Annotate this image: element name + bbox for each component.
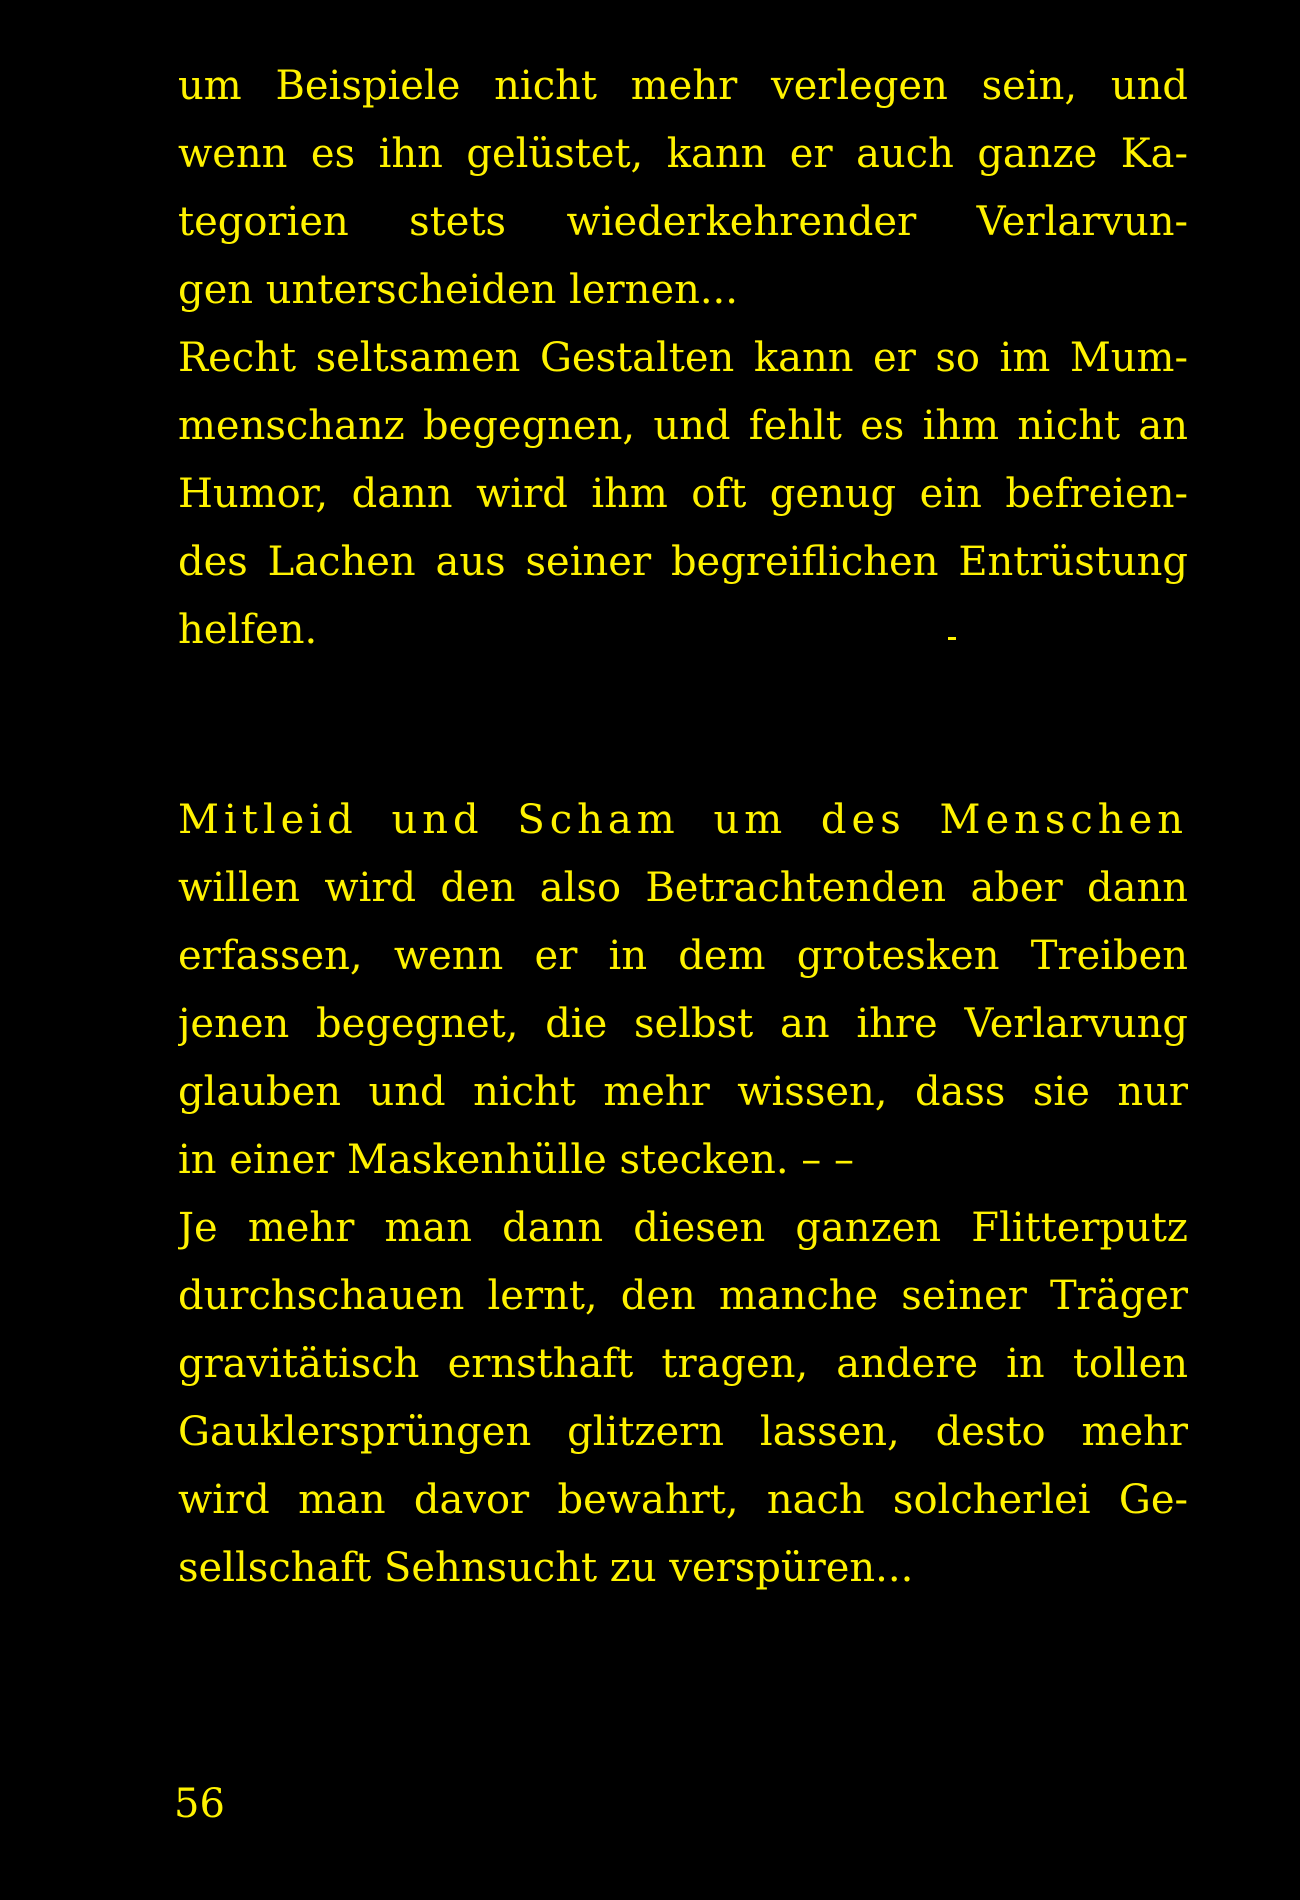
text-line: willen wird den also Betrachtenden aber dann [178, 865, 1188, 911]
text-line: des Lachen aus seiner begreiflichen Entrüstung [178, 539, 1188, 585]
text-line: erfassen, wenn er in dem grotesken Treiben [178, 933, 1188, 979]
text-line: gravitätisch ernsthaft tragen, andere in tollen [178, 1341, 1188, 1387]
stray-mark [948, 637, 956, 640]
page-number: 56 [174, 1781, 225, 1827]
text-line: sellschaft Sehnsucht zu verspüren... [178, 1545, 914, 1591]
text-line: um Beispiele nicht mehr verlegen sein, und [178, 63, 1188, 109]
text-line: glauben und nicht mehr wissen, dass sie nur [178, 1069, 1188, 1115]
text-line: wird man davor bewahrt, nach solcherlei Ge- [178, 1477, 1188, 1523]
text-line: menschanz begegnen, und fehlt es ihm nicht an [178, 403, 1188, 449]
text-line: Recht seltsamen Gestalten kann er so im Mum- [178, 335, 1188, 381]
text-line: jenen begegnet, die selbst an ihre Verlarvung [178, 1001, 1188, 1047]
text-line: Gauklersprüngen glitzern lassen, desto mehr [178, 1409, 1188, 1455]
text-line: in einer Maskenhülle stecken. – – [178, 1137, 854, 1183]
text-line: gen unterscheiden lernen... [178, 267, 738, 313]
text-line: Humor, dann wird ihm oft genug ein befreien- [178, 471, 1188, 517]
text-line: Je mehr man dann diesen ganzen Flitterputz [178, 1205, 1188, 1251]
text-line: tegorien stets wiederkehrender Verlarvun- [178, 199, 1188, 245]
text-line: Mitleid und Scham um des Menschen [178, 797, 1188, 843]
text-line: helfen. [178, 607, 318, 653]
text-line: wenn es ihn gelüstet, kann er auch ganze Ka- [178, 131, 1188, 177]
text-line: durchschauen lernt, den manche seiner Träger [178, 1273, 1188, 1319]
